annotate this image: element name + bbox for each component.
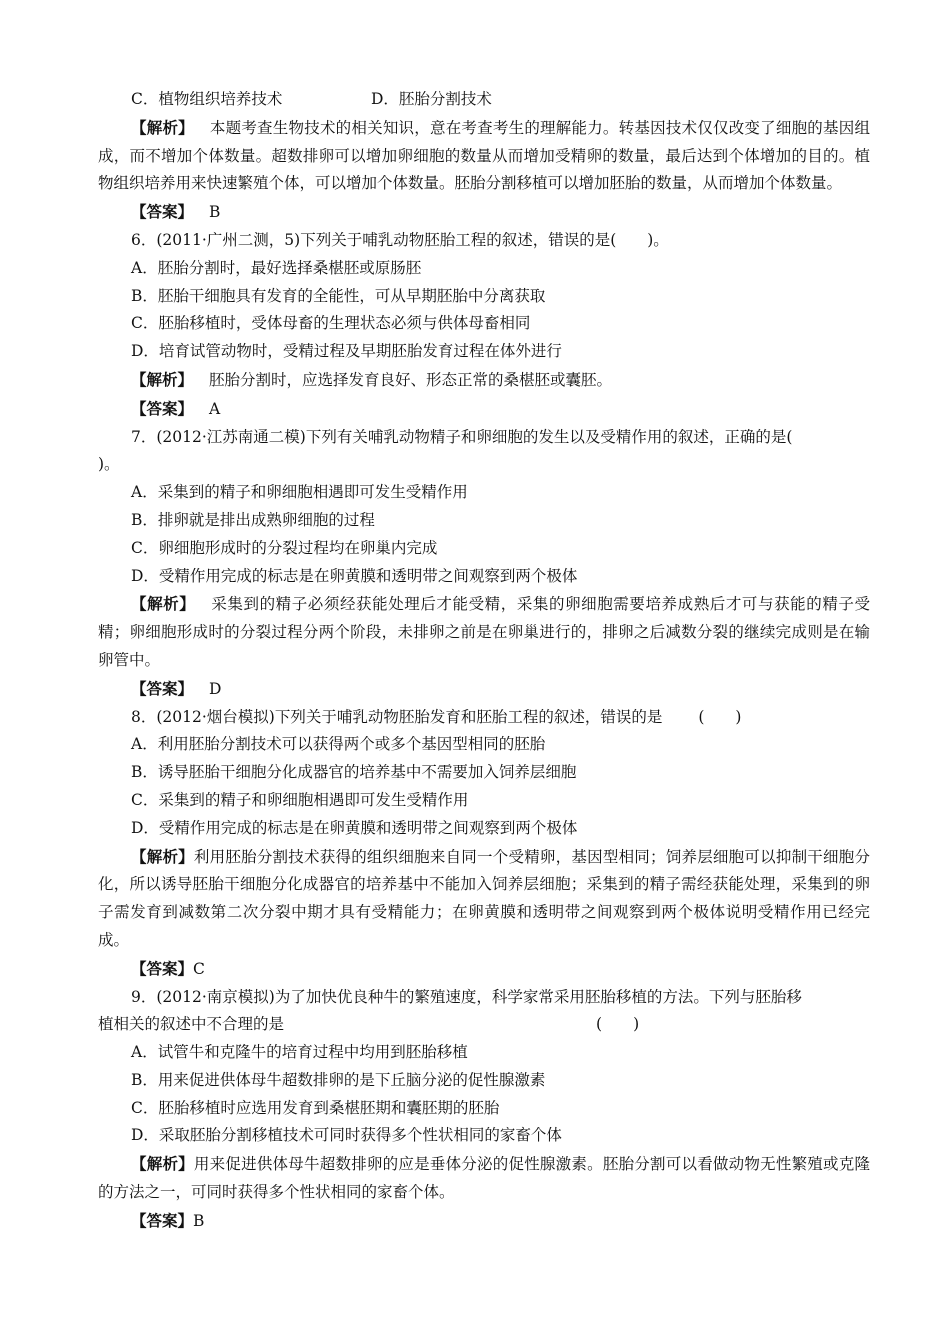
q8-option-b: B．诱导胚胎干细胞分化成器官的培养基中不需要加入饲养层细胞 bbox=[131, 763, 577, 782]
q8-answer-bracket: ( ) bbox=[698, 707, 742, 726]
q5-analysis-text: 本题考查生物技术的相关知识，意在考查考生的理解能力。转基因技术仅仅改变了细胞的基因组成，而不增加个体数量。超数排卵可以增加卵细胞的数量从而增加受精卵的数量，最后达到个体增加的目的。植物组织培养用来快速繁殖个体，可以增加个体数量。胚胎分割移植可以增加胚胎的数量，从而增加个体数量。 bbox=[98, 118, 870, 193]
q6-answer-tag: 【答案】 bbox=[131, 398, 194, 418]
q5-analysis-tag: 【解析】 bbox=[131, 117, 194, 137]
q6-answer bbox=[98, 395, 870, 424]
q8-stem bbox=[98, 704, 870, 732]
q5-options-cd bbox=[98, 86, 870, 114]
q9-stem-line2-text: 植相关的叙述中不合理的是 bbox=[98, 1015, 285, 1034]
q6-answer-value: A bbox=[209, 399, 221, 418]
document-content bbox=[98, 86, 870, 1236]
q8-analysis-text: 利用胚胎分割技术获得的组织细胞来自同一个受精卵，基因型相同；饲养层细胞可以抑制干细胞分化，所以诱导胚胎干细胞分化成器官的培养基中不能加入饲养层细胞；采集到的精子需经获能处理，采集到的卵子需发育到减数第二次分裂中期才具有受精能力；在卵黄膜和透明带之间观察到两个极体说明受精作用已经完成。 bbox=[98, 847, 870, 949]
q9-answer bbox=[98, 1207, 870, 1236]
q7-option-a: A．采集到的精子和卵细胞相遇即可发生受精作用 bbox=[131, 483, 468, 502]
q6-option-b: B．胚胎干细胞具有发育的全能性，可从早期胚胎中分离获取 bbox=[131, 286, 546, 305]
q9-stem-line1: 9．(2012·南京模拟)为了加快优良种牛的繁殖速度，科学家常采用胚胎移植的方法。下列与胚胎移 bbox=[131, 987, 802, 1006]
q6-analysis-text: 胚胎分割时，应选择发育良好、形态正常的桑椹胚或囊胚。 bbox=[209, 370, 613, 389]
q6-stem: 6．(2011·广州二测，5)下列关于哺乳动物胚胎工程的叙述，错误的是( )。 bbox=[131, 230, 669, 249]
q8-option-c: C．采集到的精子和卵细胞相遇即可发生受精作用 bbox=[131, 790, 469, 809]
q8-answer-tag: 【答案】 bbox=[131, 958, 194, 978]
q5-answer-value: B bbox=[209, 203, 221, 222]
q9-option-a: A．试管牛和克隆牛的培育过程中均用到胚胎移植 bbox=[131, 1043, 468, 1062]
q9-analysis-text: 用来促进供体母牛超数排卵的应是垂体分泌的促性腺激素。胚胎分割可以看做动物无性繁殖或克隆的方法之一，可同时获得多个性状相同的家畜个体。 bbox=[98, 1155, 870, 1202]
q5-answer-tag: 【答案】 bbox=[131, 202, 194, 222]
q9-option-d: D．采取胚胎分割移植技术可同时获得多个性状相同的家畜个体 bbox=[131, 1126, 562, 1145]
q5-answer bbox=[98, 198, 870, 227]
q7-answer bbox=[98, 675, 870, 704]
q7-stem-line1: 7．(2012·江苏南通二模)下列有关哺乳动物精子和卵细胞的发生以及受精作用的叙述，正确的是( bbox=[131, 427, 793, 446]
q9-analysis bbox=[98, 1150, 870, 1207]
q5-option-c: C．植物组织培养技术 bbox=[131, 90, 283, 108]
q6-analysis bbox=[98, 366, 870, 395]
q9-option-b: B．用来促进供体母牛超数排卵的是下丘脑分泌的促性腺激素 bbox=[131, 1070, 546, 1089]
q7-option-b: B．排卵就是排出成熟卵细胞的过程 bbox=[131, 510, 375, 529]
q9-answer-value: B bbox=[193, 1211, 205, 1230]
q8-answer bbox=[98, 955, 870, 984]
q6-option-d: D．培育试管动物时，受精过程及早期胚胎发育过程在体外进行 bbox=[131, 342, 562, 361]
q8-analysis bbox=[98, 843, 870, 955]
q5-analysis bbox=[98, 114, 870, 198]
q8-option-a: A．利用胚胎分割技术可以获得两个或多个基因型相同的胚胎 bbox=[131, 735, 546, 754]
q7-answer-value: D bbox=[209, 679, 222, 698]
q6-option-a: A．胚胎分割时，最好选择桑椹胚或原肠胚 bbox=[131, 258, 422, 277]
q8-answer-value: C bbox=[193, 959, 205, 978]
q7-stem-line2: )。 bbox=[98, 455, 120, 474]
q7-analysis-text: 采集到的精子必须经获能处理后才能受精，采集的卵细胞需要培养成熟后才可与获能的精子受精；卵细胞形成时的分裂过程分两个阶段，未排卵之前是在卵巢进行的，排卵之后减数分裂的继续完成则是在输卵管中。 bbox=[98, 595, 870, 669]
q6-analysis-tag: 【解析】 bbox=[131, 369, 194, 389]
q9-answer-bracket: ( ) bbox=[596, 1015, 640, 1034]
q7-option-c: C．卵细胞形成时的分裂过程均在卵巢内完成 bbox=[131, 538, 438, 557]
q7-analysis bbox=[98, 590, 870, 674]
q6-option-c: C．胚胎移植时，受体母畜的生理状态必须与供体母畜相同 bbox=[131, 314, 531, 333]
q9-answer-tag: 【答案】 bbox=[131, 1210, 194, 1230]
q8-stem-text: 8．(2012·烟台模拟)下列关于哺乳动物胚胎发育和胚胎工程的叙述，错误的是 bbox=[131, 707, 663, 726]
q9-analysis-tag: 【解析】 bbox=[131, 1154, 194, 1174]
q9-stem-line2 bbox=[98, 1011, 870, 1039]
q8-analysis-tag: 【解析】 bbox=[131, 846, 194, 866]
q8-option-d: D．受精作用完成的标志是在卵黄膜和透明带之间观察到两个极体 bbox=[131, 818, 578, 837]
q7-answer-tag: 【答案】 bbox=[131, 678, 194, 698]
q9-option-c: C．胚胎移植时应选用发育到桑椹胚期和囊胚期的胚胎 bbox=[131, 1098, 500, 1117]
q7-option-d: D．受精作用完成的标志是在卵黄膜和透明带之间观察到两个极体 bbox=[131, 566, 578, 585]
q5-option-d: D．胚胎分割技术 bbox=[371, 90, 492, 108]
q7-analysis-tag: 【解析】 bbox=[131, 594, 196, 614]
